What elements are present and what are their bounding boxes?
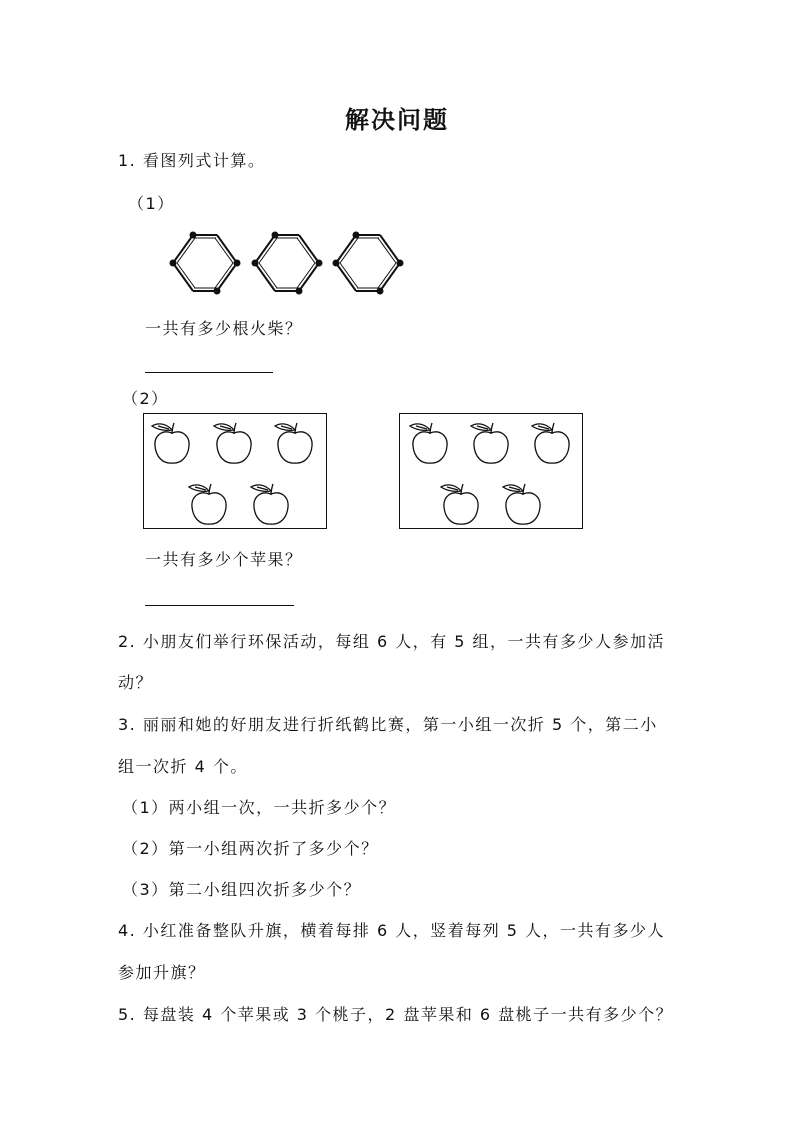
apple: [189, 484, 226, 524]
page-title: 解决问题: [345, 105, 449, 134]
apple: [275, 423, 312, 463]
question-3-sub-1: （1）两小组一次，一共折多少个？: [122, 798, 397, 817]
question-4-line-2: 参加升旗？: [118, 963, 206, 982]
question-3-line-1: 3. 丽丽和她的好朋友进行折纸鹤比赛，第一小组一次折 5 个，第二小: [118, 715, 658, 734]
apple: [441, 484, 478, 524]
question-4-line-1: 4. 小红准备整队升旗，横着每排 6 人，竖着每列 5 人，一共有多少人: [118, 921, 666, 940]
question-1-part-2-label: （2）: [122, 389, 169, 408]
question-2-line-2: 动？: [118, 673, 154, 692]
question-3-line-2: 组一次折 4 个。: [118, 757, 248, 776]
question-1-part-2-text: 一共有多少个苹果？: [145, 550, 303, 569]
answer-line: [145, 605, 294, 606]
question-3-sub-2: （2）第一小组两次折了多少个？: [122, 839, 379, 858]
question-1-part-1-label: （1）: [128, 194, 175, 213]
question-2-line-1: 2. 小朋友们举行环保活动，每组 6 人，有 5 组，一共有多少人参加活: [118, 632, 666, 651]
apple: [471, 423, 508, 463]
apple: [503, 484, 540, 524]
apple: [410, 423, 447, 463]
apple: [532, 423, 569, 463]
question-1-label: 1. 看图列式计算。: [118, 151, 266, 170]
question-1-part-1-text: 一共有多少根火柴？: [145, 319, 303, 338]
apples-figure: [0, 0, 794, 560]
question-3-sub-3: （3）第二小组四次折多少个？: [122, 880, 362, 899]
apple: [251, 484, 288, 524]
apple: [152, 423, 189, 463]
apple: [214, 423, 251, 463]
question-5-line-1: 5. 每盘装 4 个苹果或 3 个桃子，2 盘苹果和 6 盘桃子一共有多少个？: [118, 1005, 674, 1024]
